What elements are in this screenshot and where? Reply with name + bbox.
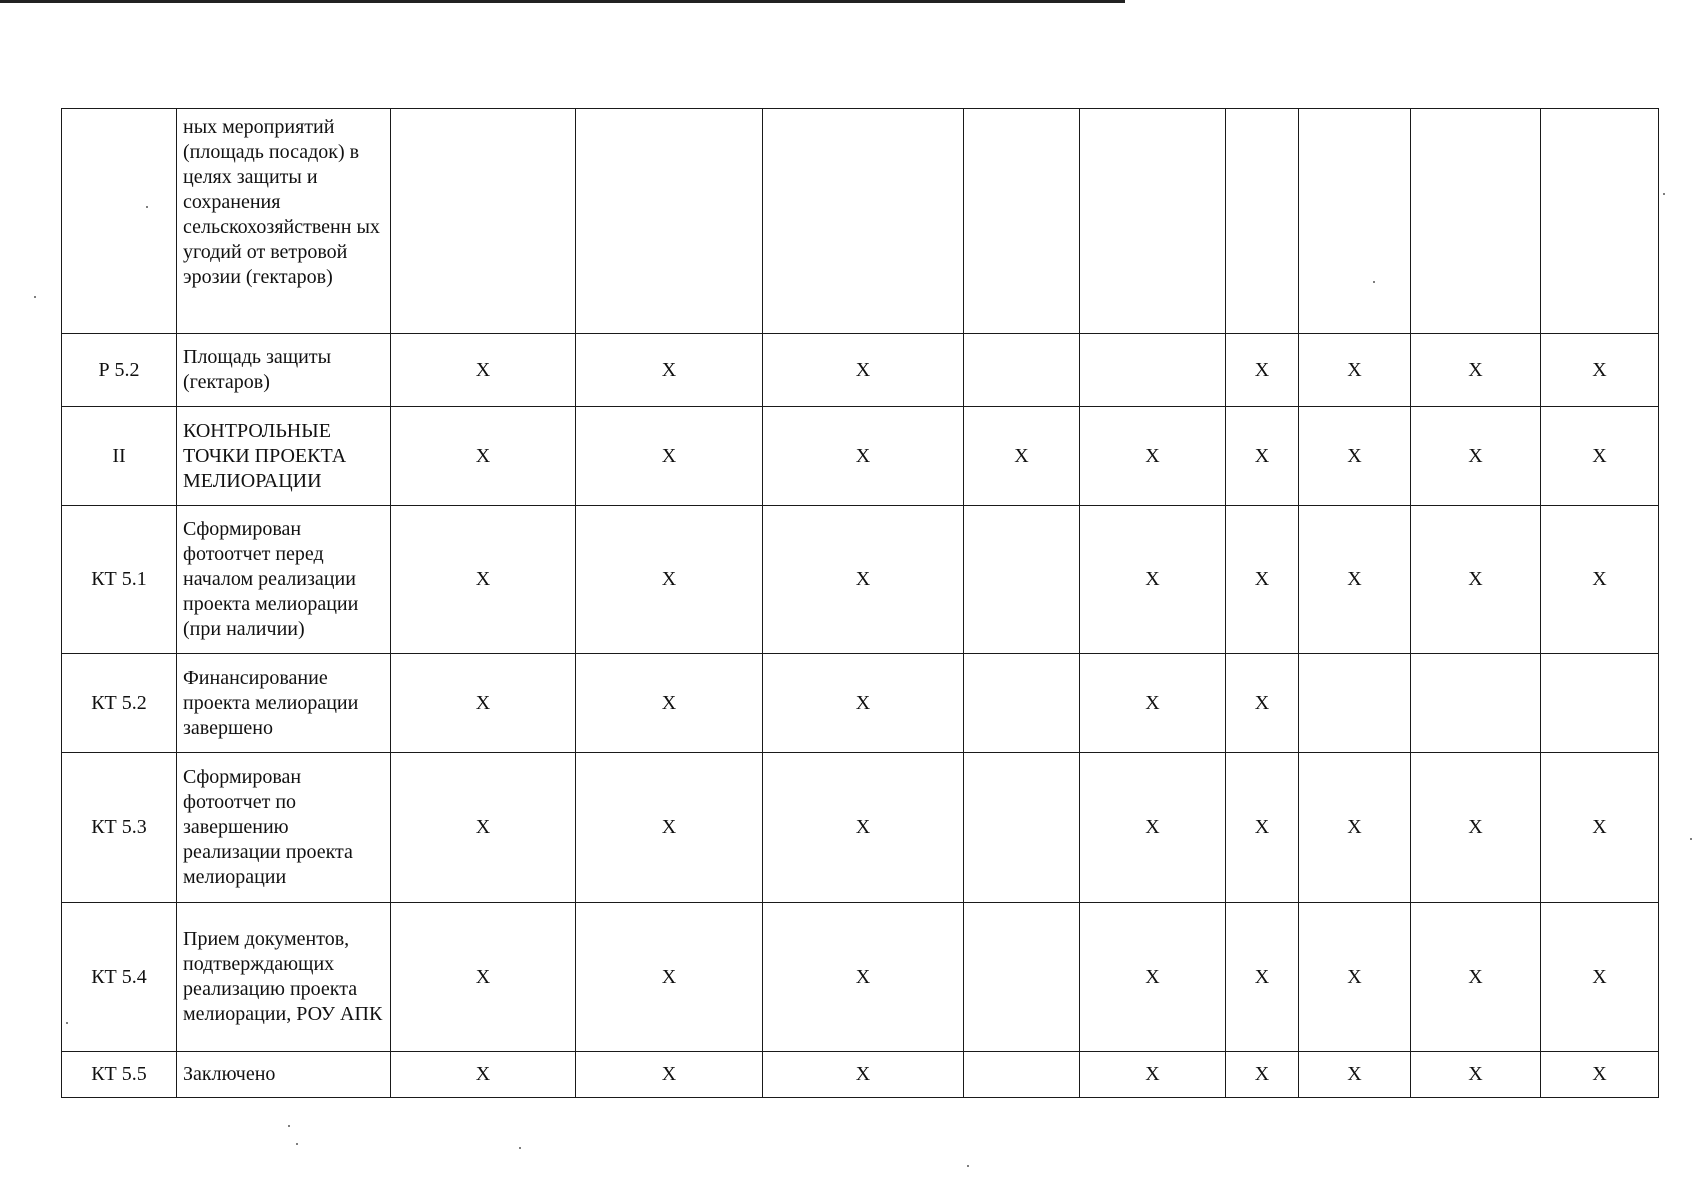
mark-cell: Х — [1541, 407, 1659, 506]
row-code: Р 5.2 — [62, 334, 177, 407]
row-label: Заключено — [177, 1052, 391, 1098]
scan-speck — [1690, 838, 1692, 840]
mark-cell: Х — [1541, 506, 1659, 654]
mark-cell — [1299, 654, 1411, 753]
table-row — [62, 753, 1659, 903]
mark-cell: Х — [1299, 334, 1411, 407]
mark-cell: Х — [964, 407, 1080, 506]
row-code: КТ 5.3 — [62, 753, 177, 903]
mark-cell: Х — [576, 334, 763, 407]
table-row — [62, 1052, 1659, 1098]
mark-cell: Х — [763, 334, 964, 407]
mark-cell: Х — [1541, 334, 1659, 407]
table-row — [62, 109, 1659, 334]
row-label: Прием документов, подтверждающих реализацию проекта мелиорации, РОУ АПК — [177, 903, 391, 1052]
mark-cell: Х — [576, 903, 763, 1052]
row-label: Сформирован фотоотчет перед началом реализации проекта мелиорации (при наличии) — [177, 506, 391, 654]
mark-cell: Х — [391, 903, 576, 1052]
mark-cell: Х — [576, 753, 763, 903]
mark-cell: Х — [1411, 334, 1541, 407]
mark-cell — [576, 109, 763, 334]
mark-cell — [1299, 109, 1411, 334]
mark-cell: Х — [1411, 506, 1541, 654]
mark-cell: Х — [1080, 1052, 1226, 1098]
row-code: КТ 5.1 — [62, 506, 177, 654]
mark-cell: Х — [391, 506, 576, 654]
scan-speck — [146, 206, 148, 208]
row-label: Финансирование проекта мелиорации завершено — [177, 654, 391, 753]
mark-cell: Х — [1541, 903, 1659, 1052]
mark-cell: Х — [1080, 407, 1226, 506]
row-label: Сформирован фотоотчет по завершению реализации проекта мелиорации — [177, 753, 391, 903]
mark-cell: Х — [576, 506, 763, 654]
top-rule — [0, 0, 1125, 3]
mark-cell: Х — [763, 407, 964, 506]
mark-cell: Х — [1226, 1052, 1299, 1098]
mark-cell — [964, 506, 1080, 654]
mark-cell — [964, 753, 1080, 903]
mark-cell: Х — [1226, 753, 1299, 903]
mark-cell: Х — [1299, 407, 1411, 506]
mark-cell: Х — [391, 753, 576, 903]
row-code: II — [62, 407, 177, 506]
mark-cell: Х — [1299, 753, 1411, 903]
scan-speck — [66, 1022, 68, 1024]
mark-cell: Х — [763, 506, 964, 654]
scan-speck — [967, 1165, 969, 1167]
mark-cell — [763, 109, 964, 334]
mark-cell: Х — [1080, 903, 1226, 1052]
mark-cell: Х — [1080, 753, 1226, 903]
mark-cell: Х — [1226, 506, 1299, 654]
mark-cell: Х — [1299, 903, 1411, 1052]
row-label: ных мероприятий (площадь посадок) в целях защиты и сохранения сельскохозяйственн ых угодий от ветровой эрозии (гектаров) — [177, 109, 391, 334]
mark-cell: Х — [1080, 506, 1226, 654]
milestone-table — [61, 108, 1659, 1098]
mark-cell — [1411, 109, 1541, 334]
mark-cell: Х — [1411, 903, 1541, 1052]
mark-cell — [964, 903, 1080, 1052]
mark-cell — [1080, 109, 1226, 334]
scan-speck — [288, 1125, 290, 1127]
mark-cell — [1541, 109, 1659, 334]
table-row — [62, 654, 1659, 753]
mark-cell: Х — [1299, 506, 1411, 654]
mark-cell: Х — [1080, 654, 1226, 753]
mark-cell: Х — [391, 334, 576, 407]
mark-cell — [964, 109, 1080, 334]
scan-speck — [34, 296, 36, 298]
mark-cell: Х — [763, 753, 964, 903]
mark-cell — [964, 334, 1080, 407]
mark-cell: Х — [1411, 407, 1541, 506]
mark-cell — [964, 1052, 1080, 1098]
top-rule-tail — [1050, 0, 1122, 2]
row-label: КОНТРОЛЬНЫЕ ТОЧКИ ПРОЕКТА МЕЛИОРАЦИИ — [177, 407, 391, 506]
mark-cell: Х — [391, 407, 576, 506]
mark-cell: Х — [1226, 903, 1299, 1052]
mark-cell — [391, 109, 576, 334]
row-code: КТ 5.5 — [62, 1052, 177, 1098]
mark-cell — [1226, 109, 1299, 334]
mark-cell: Х — [391, 654, 576, 753]
table-row — [62, 407, 1659, 506]
mark-cell: Х — [1226, 654, 1299, 753]
scan-speck — [1373, 281, 1375, 283]
mark-cell — [1541, 654, 1659, 753]
mark-cell — [964, 654, 1080, 753]
table-row — [62, 334, 1659, 407]
mark-cell: Х — [763, 903, 964, 1052]
mark-cell: Х — [1226, 334, 1299, 407]
mark-cell: Х — [1411, 1052, 1541, 1098]
table-row — [62, 903, 1659, 1052]
mark-cell — [1080, 334, 1226, 407]
mark-cell: Х — [391, 1052, 576, 1098]
scan-speck — [1663, 193, 1665, 195]
mark-cell — [1411, 654, 1541, 753]
mark-cell: Х — [1411, 753, 1541, 903]
row-code: КТ 5.4 — [62, 903, 177, 1052]
mark-cell: Х — [763, 654, 964, 753]
mark-cell: Х — [1226, 407, 1299, 506]
row-code — [62, 109, 177, 334]
mark-cell: Х — [576, 654, 763, 753]
mark-cell: Х — [1299, 1052, 1411, 1098]
mark-cell: Х — [1541, 1052, 1659, 1098]
table-row — [62, 506, 1659, 654]
mark-cell: Х — [576, 407, 763, 506]
row-label: Площадь защиты (гектаров) — [177, 334, 391, 407]
scan-speck — [296, 1143, 298, 1145]
scan-speck — [519, 1147, 521, 1149]
mark-cell: Х — [763, 1052, 964, 1098]
row-code: КТ 5.2 — [62, 654, 177, 753]
mark-cell: Х — [1541, 753, 1659, 903]
mark-cell: Х — [576, 1052, 763, 1098]
